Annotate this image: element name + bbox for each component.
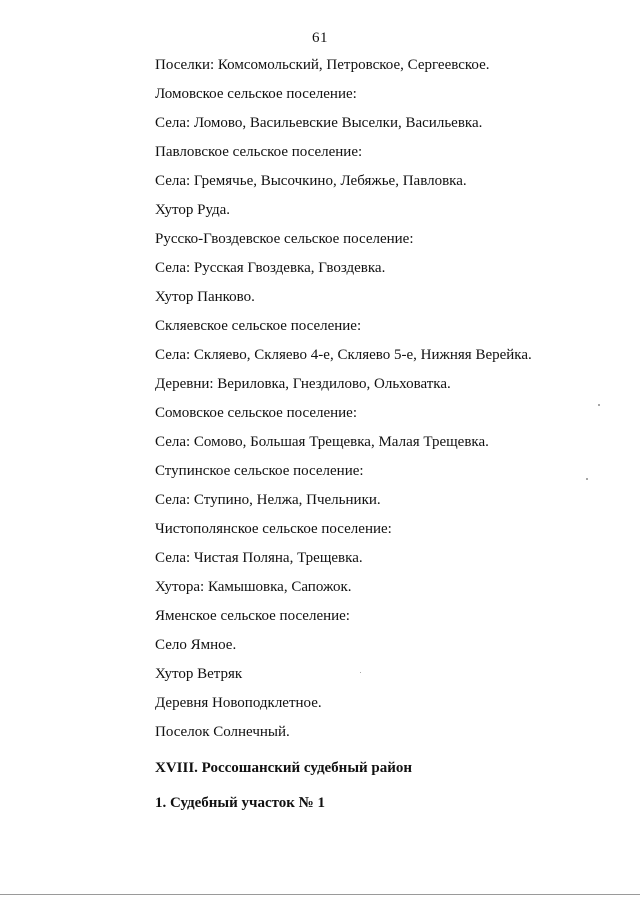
text-line: Ступинское сельское поселение: [155, 463, 364, 479]
text-line: Скляевское сельское поселение: [155, 318, 362, 334]
text-line: Села: Ломово, Васильевские Выселки, Васильевка. [155, 115, 483, 131]
text-line: Поселки: Комсомольский, Петровское, Сергеевское. [155, 57, 490, 73]
text-line: Хутор Ветряк [155, 666, 243, 682]
text-line: Русско-Гвоздевское сельское поселение: [155, 231, 414, 247]
page-bottom-edge [0, 894, 640, 895]
text-line: Сомовское сельское поселение: [155, 405, 358, 421]
text-line: Деревни: Вериловка, Гнездилово, Ольховатка. [155, 376, 451, 392]
text-line: Хутор Руда. [155, 202, 231, 218]
page-number: 61 [312, 30, 328, 46]
subsection-heading: 1. Судебный участок № 1 [155, 795, 326, 811]
text-line: Село Ямное. [155, 637, 237, 653]
text-line: Села: Чистая Поляна, Трещевка. [155, 550, 363, 566]
text-line: Хутора: Камышовка, Сапожок. [155, 579, 352, 595]
text-line: Хутор Панково. [155, 289, 255, 305]
text-line: Села: Ступино, Нелжа, Пчельники. [155, 492, 381, 508]
scan-speck [598, 404, 600, 406]
scan-speck [586, 478, 588, 480]
text-line: Села: Сомово, Большая Трещевка, Малая Трещевка. [155, 434, 489, 450]
section-heading: XVIII. Россошанский судебный район [155, 760, 413, 776]
text-line: Села: Скляево, Скляево 4-е, Скляево 5-е, Нижняя Верейка. [155, 347, 532, 363]
text-line: Чистополянское сельское поселение: [155, 521, 392, 537]
text-line: Села: Гремячье, Высочкино, Лебяжье, Павловка. [155, 173, 467, 189]
text-line: Яменское сельское поселение: [155, 608, 350, 624]
text-line: Поселок Солнечный. [155, 724, 290, 740]
text-line: Села: Русская Гвоздевка, Гвоздевка. [155, 260, 386, 276]
text-line: Павловское сельское поселение: [155, 144, 363, 160]
text-line: Ломовское сельское поселение: [155, 86, 357, 102]
scan-speck [360, 672, 361, 673]
text-line: Деревня Новоподклетное. [155, 695, 322, 711]
